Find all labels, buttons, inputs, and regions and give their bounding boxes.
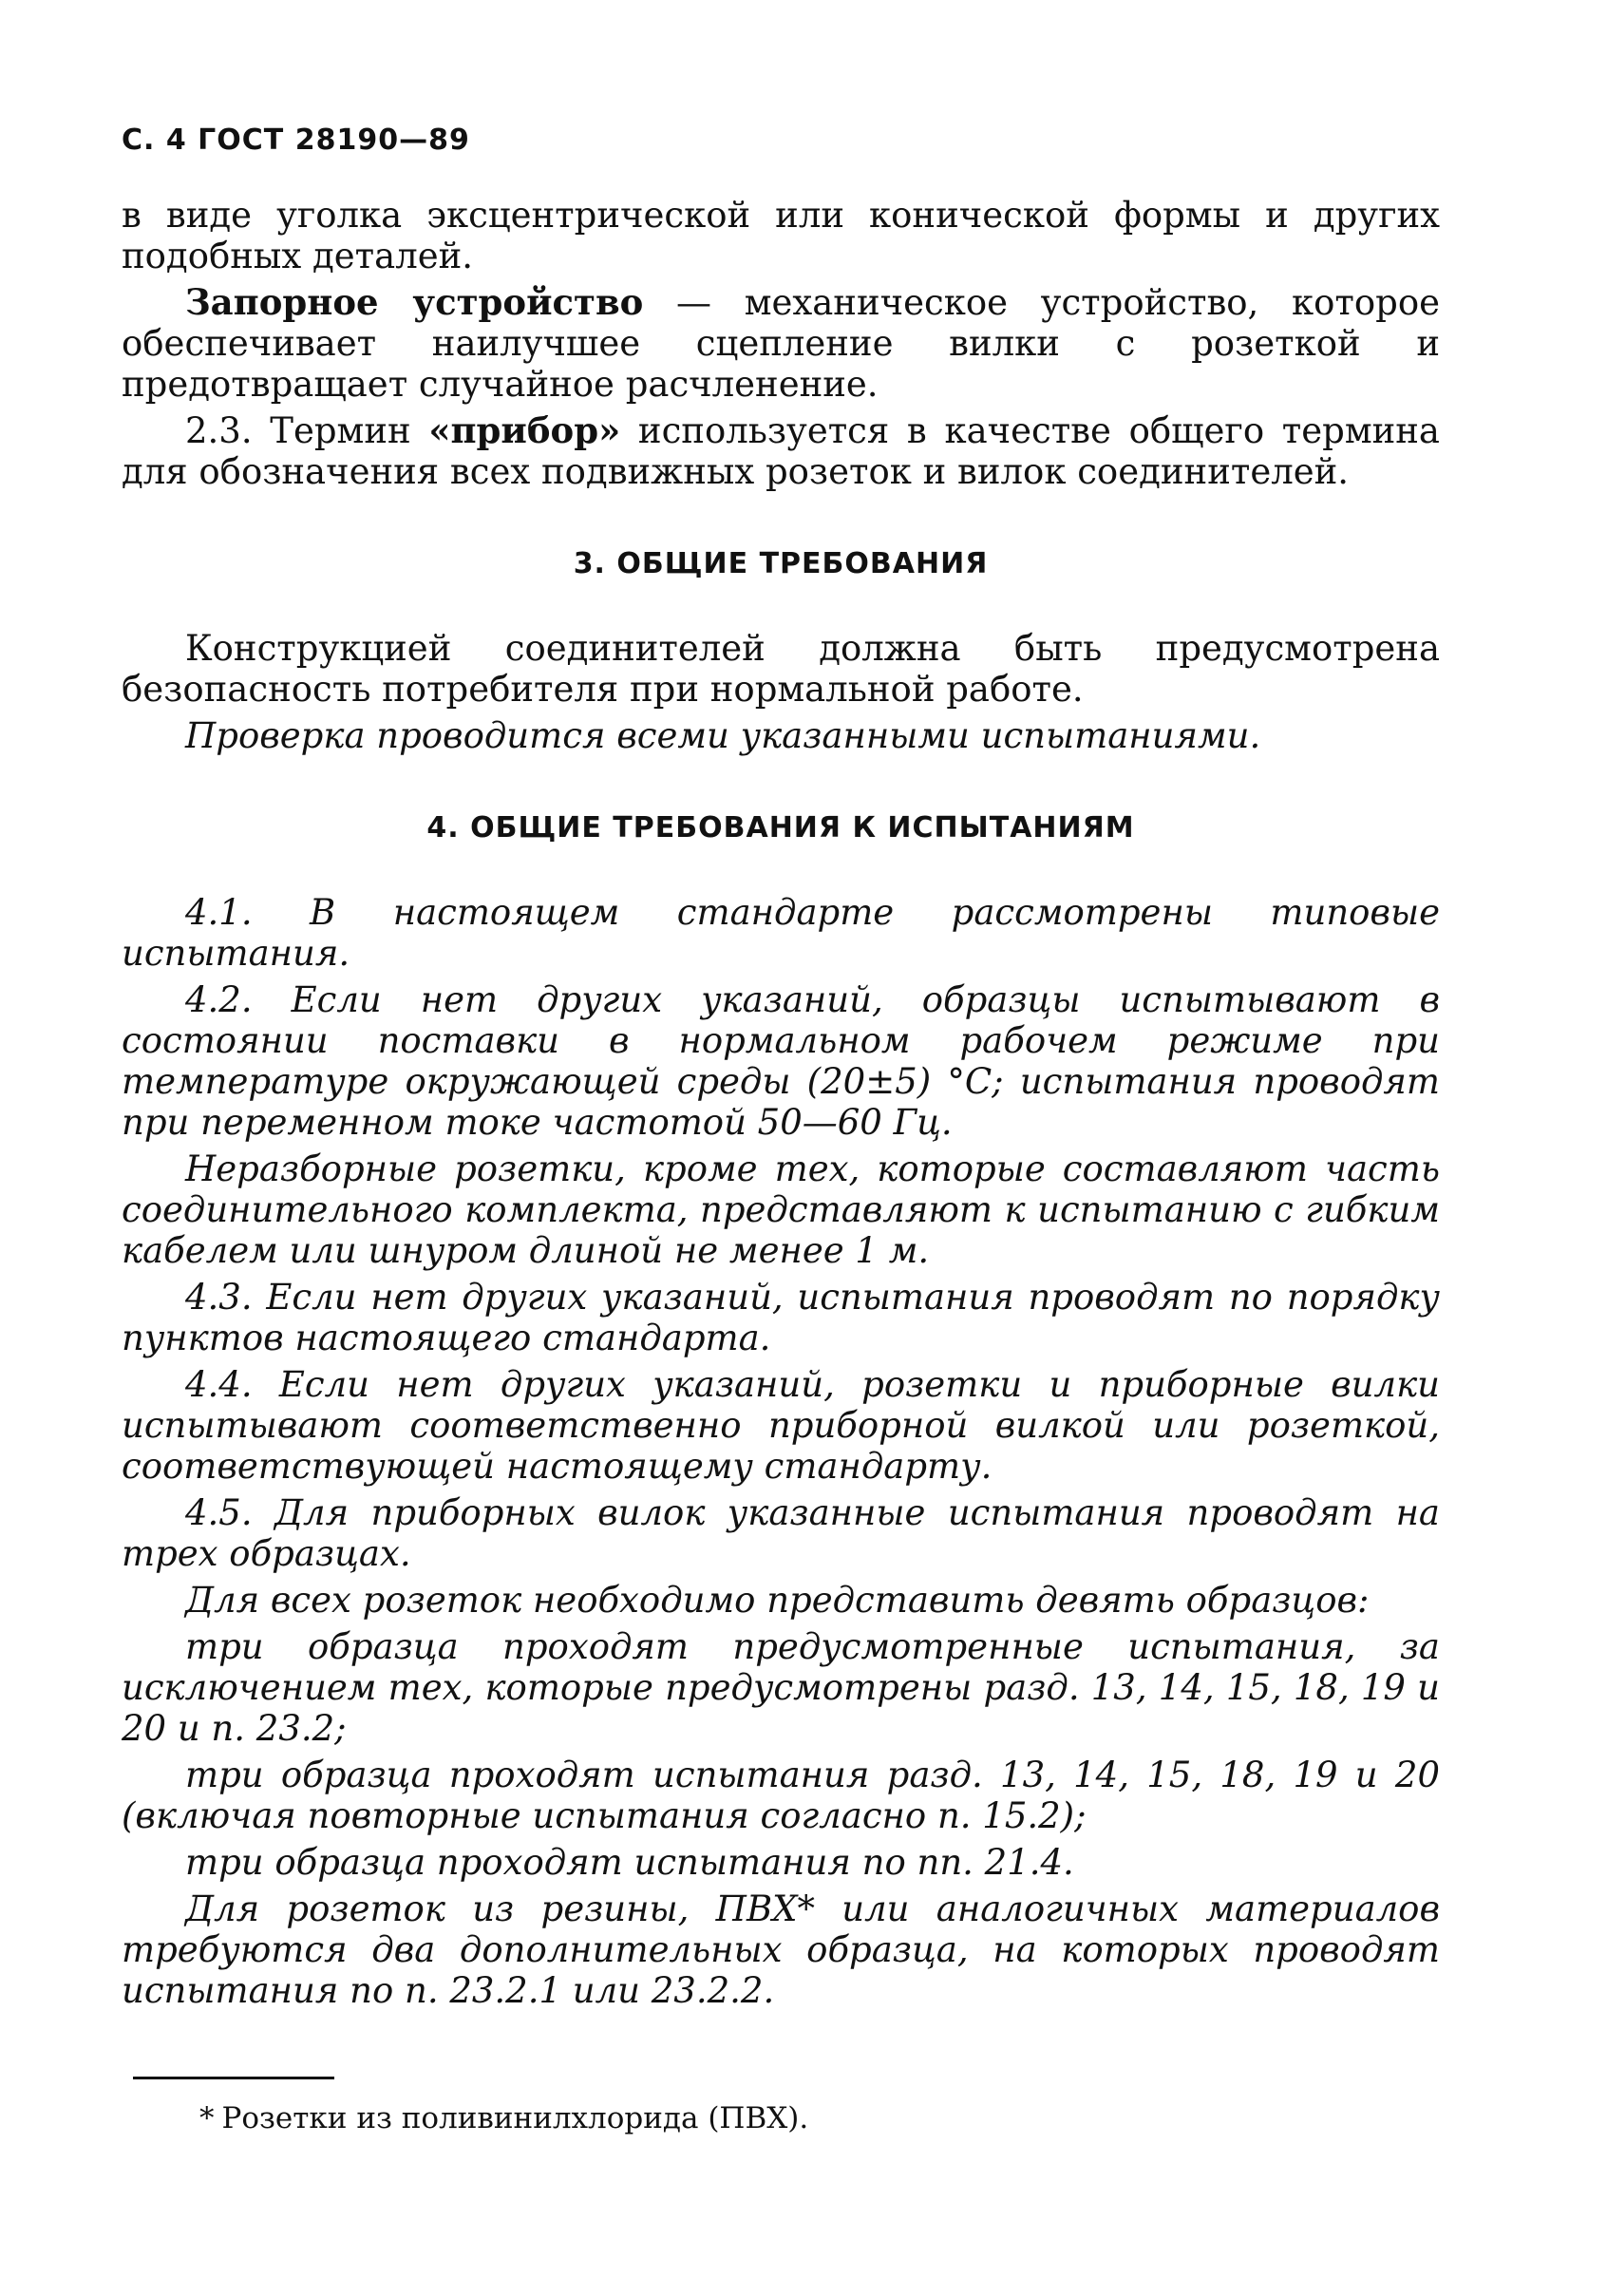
clause-4-2-sockets: Неразборные розетки, кроме тех, которые составляют часть соединительного комплекта, представляют к испытанию с гибким кабелем или шнуром длиной не менее 1 м. <box>122 1148 1440 1271</box>
section-3-paragraph: Конструкцией соединителей должна быть предусмотрена безопасность потребителя при нормальной работе. <box>122 628 1440 710</box>
page-header: С. 4 ГОСТ 28190—89 <box>122 123 470 157</box>
section-4-title: 4. ОБЩИЕ ТРЕБОВАНИЯ К ИСПЫТАНИЯМ <box>426 811 1135 844</box>
clause-4-2: 4.2. Если нет других указаний, образцы испытывают в состоянии поставки в нормальном рабочем режиме при температуре окружающей среды (20±5) °С; испытания проводят при переменном токе частотой 50—60 Гц. <box>122 979 1440 1143</box>
intro-continuation: в виде уголка эксцентрической или конической формы и других подобных деталей. <box>122 195 1440 276</box>
clause-4-5-group-2: три образца проходят испытания разд. 13, 14, 15, 18, 19 и 20 (включая повторные испытания согласно п. 15.2); <box>122 1755 1440 1836</box>
clause-4-5-samples: Для всех розеток необходимо представить девять образцов: <box>185 1580 1370 1621</box>
clause-4-5: 4.5. Для приборных вилок указанные испытания проводят на трех образцах. <box>122 1492 1440 1574</box>
clause-2-3-text: используется в качестве общего термина для обозначения всех подвижных розеток и вилок соединителей. <box>122 410 1440 492</box>
clause-4-3: 4.3. Если нет других указаний, испытания проводят по порядку пунктов настоящего стандарта. <box>122 1277 1440 1358</box>
footnote-divider <box>133 2077 334 2079</box>
clause-2-3-term: «прибор» <box>428 409 621 451</box>
footnote-text: Розетки из поливинилхлорида (ПВХ). <box>221 2101 809 2135</box>
clause-4-5-group-1: три образца проходят предусмотренные испытания, за исключением тех, которые предусмотрены разд. 13, 14, 15, 18, 19 и 20 и п. 23.2; <box>122 1626 1440 1749</box>
document-page <box>122 123 1440 2017</box>
locking-device-text: — механическое устройство, которое обеспечивает наилучшее сцепление вилки с розеткой и предотвращает случайное расчленение. <box>122 282 1440 405</box>
locking-device-term: Запорное устройство <box>185 281 644 323</box>
locking-device-definition <box>122 282 1440 405</box>
clause-2-3-number: 2.3. Термин <box>185 410 429 451</box>
clause-4-1: 4.1. В настоящем стандарте рассмотрены типовые испытания. <box>122 892 1440 974</box>
footnote-mark: * <box>199 2101 215 2135</box>
clause-2-3 <box>122 410 1440 492</box>
clause-4-5-group-3: три образца проходят испытания по пп. 21.4. <box>185 1842 1074 1883</box>
footnote <box>199 2101 808 2135</box>
section-3-check: Проверка проводится всеми указанными испытаниями. <box>185 715 1261 756</box>
clause-4-4: 4.4. Если нет других указаний, розетки и приборные вилки испытывают соответственно приборной вилкой или розеткой, соответствующей настоящему стандарту. <box>122 1364 1440 1487</box>
section-3-title: 3. ОБЩИЕ ТРЕБОВАНИЯ <box>573 547 989 580</box>
clause-4-5-rubber: Для розеток из резины, ПВХ* или аналогичных материалов требуются два дополнительных образца, на которых проводят испытания по п. 23.2.1 или 23.2.2. <box>122 1888 1440 2011</box>
